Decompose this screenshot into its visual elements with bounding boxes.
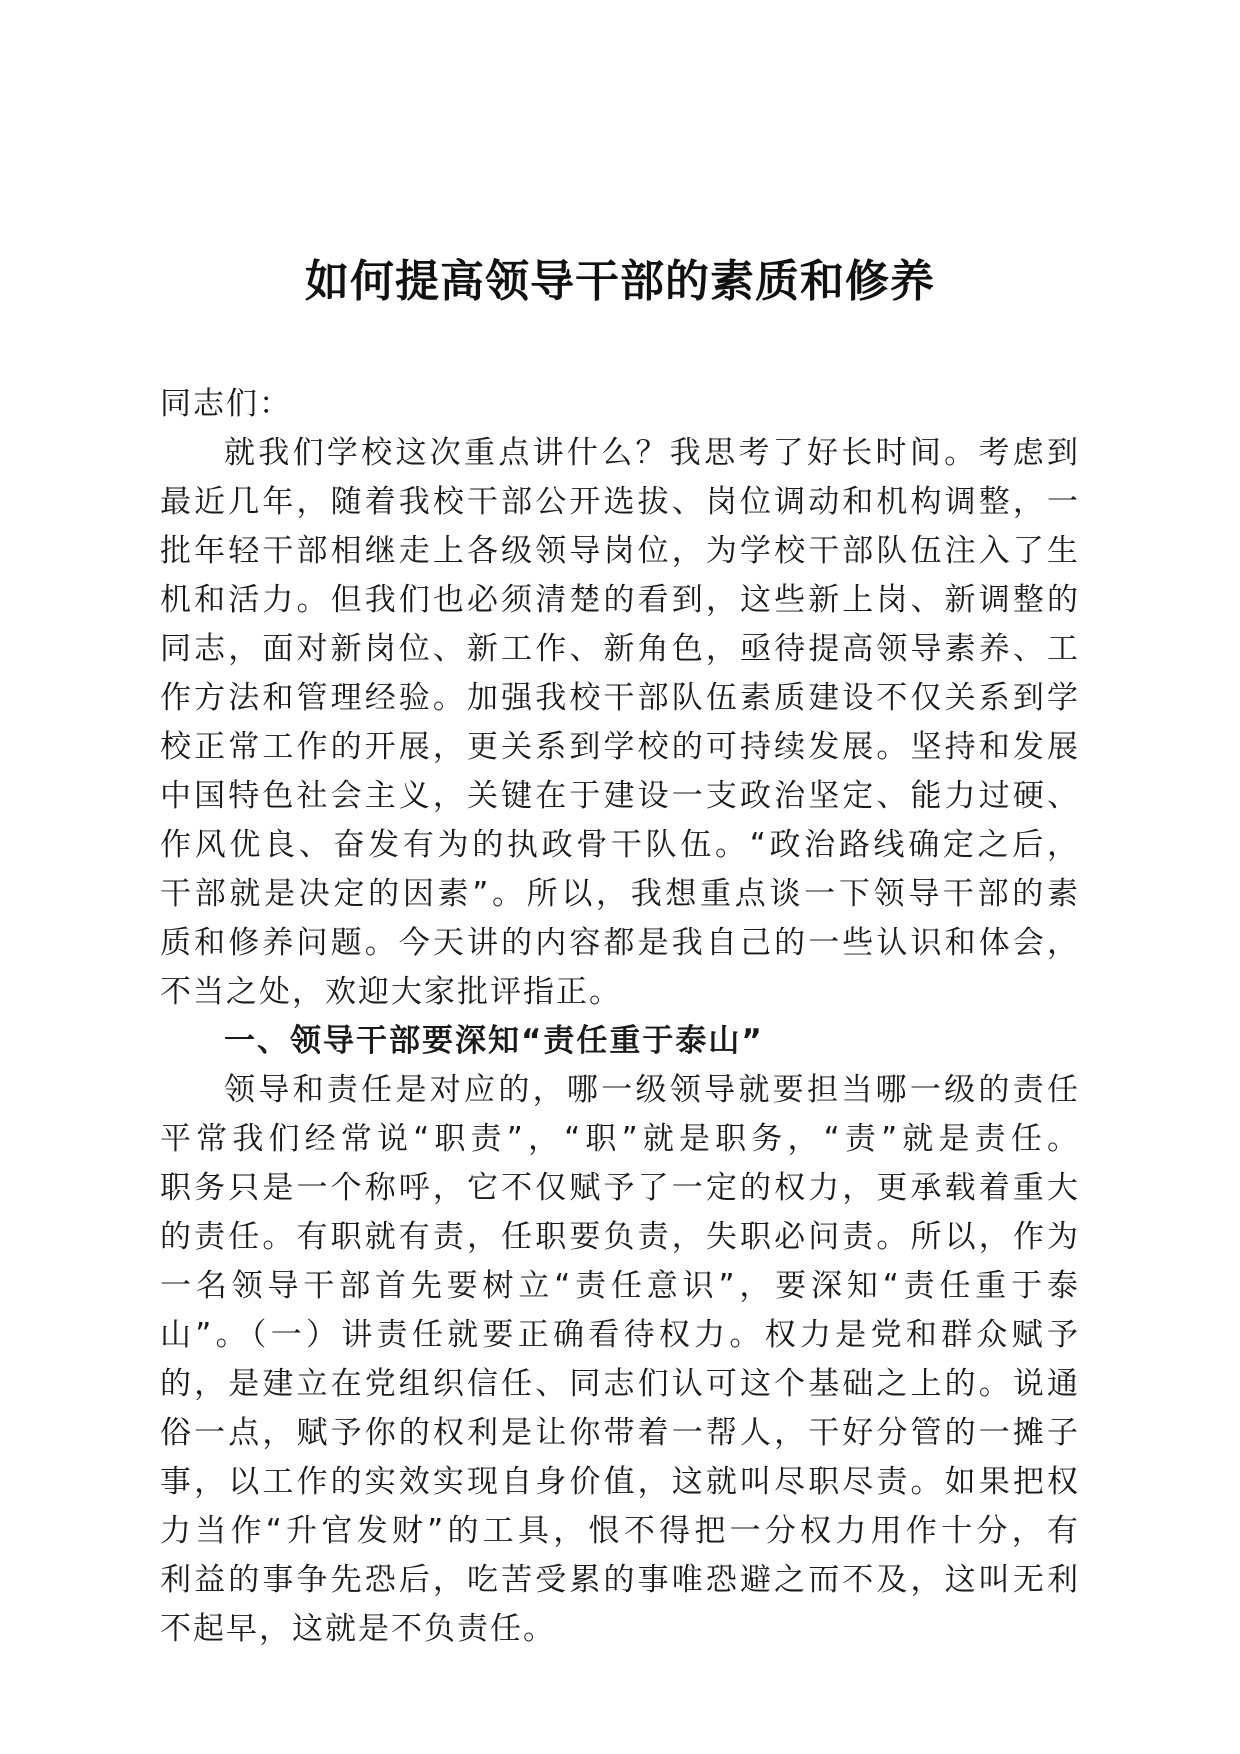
paragraph-line: 利益的事争先恐后，吃苦受累的事唯恐避之而不及，这叫无利 <box>160 1562 1080 1598</box>
paragraph-line: 不起早，这就是不负责任。 <box>160 1611 556 1647</box>
paragraph-line: 质和修养问题。今天讲的内容都是我自己的一些认识和体会， <box>160 925 1080 961</box>
paragraph-line: 职务只是一个称呼，它不仅赋予了一定的权力，更承载着重大 <box>160 1170 1080 1206</box>
document-title: 如何提高领导干部的素质和修养 <box>305 256 935 307</box>
paragraph-intro <box>160 429 1080 1017</box>
paragraph-line: 的责任。有职就有责，任职要负责，失职必问责。所以，作为 <box>160 1219 1080 1255</box>
paragraph-line: 干部就是决定的因素”。所以，我想重点谈一下领导干部的素 <box>160 876 1080 912</box>
paragraph-line: 俗一点，赋予你的权利是让你带着一帮人，干好分管的一摊子 <box>160 1415 1080 1451</box>
paragraph-line: 不当之处，欢迎大家批评指正。 <box>160 974 622 1010</box>
paragraph-line: 的，是建立在党组织信任、同志们认可这个基础之上的。说通 <box>160 1366 1080 1402</box>
paragraph-line: 事，以工作的实效实现自身价值，这就叫尽职尽责。如果把权 <box>160 1464 1080 1500</box>
section-heading: 一、领导干部要深知“责任重于泰山” <box>224 1023 764 1059</box>
paragraph-line: 一名领导干部首先要树立“责任意识”，要深知“责任重于泰 <box>160 1268 1080 1304</box>
salutation: 同志们： <box>160 386 292 422</box>
paragraph-line: 就我们学校这次重点讲什么？我思考了好长时间。考虑到 <box>224 435 1080 471</box>
document-body <box>160 380 1080 1654</box>
paragraph-line: 作方法和管理经验。加强我校干部队伍素质建设不仅关系到学 <box>160 680 1080 716</box>
paragraph-line: 领导和责任是对应的，哪一级领导就要担当哪一级的责任 <box>224 1072 1080 1108</box>
paragraph-line: 力当作“升官发财”的工具，恨不得把一分权力用作十分，有 <box>160 1513 1080 1549</box>
paragraph-line: 校正常工作的开展，更关系到学校的可持续发展。坚持和发展 <box>160 729 1080 765</box>
paragraph-responsibility <box>160 1066 1080 1654</box>
paragraph-line: 中国特色社会主义，关键在于建设一支政治坚定、能力过硬、 <box>160 778 1080 814</box>
paragraph-line: 平常我们经常说“职责”，“职”就是职务，“责”就是责任。 <box>160 1121 1080 1157</box>
paragraph-line: 同志，面对新岗位、新工作、新角色，亟待提高领导素养、工 <box>160 631 1080 667</box>
paragraph-line: 作风优良、奋发有为的执政骨干队伍。“政治路线确定之后， <box>160 827 1080 863</box>
paragraph-line: 山”。（一）讲责任就要正确看待权力。权力是党和群众赋予 <box>160 1317 1080 1353</box>
paragraph-line: 批年轻干部相继走上各级领导岗位，为学校干部队伍注入了生 <box>160 533 1080 569</box>
paragraph-line: 最近几年，随着我校干部公开选拔、岗位调动和机构调整，一 <box>160 484 1080 520</box>
paragraph-line: 机和活力。但我们也必须清楚的看到，这些新上岗、新调整的 <box>160 582 1080 618</box>
